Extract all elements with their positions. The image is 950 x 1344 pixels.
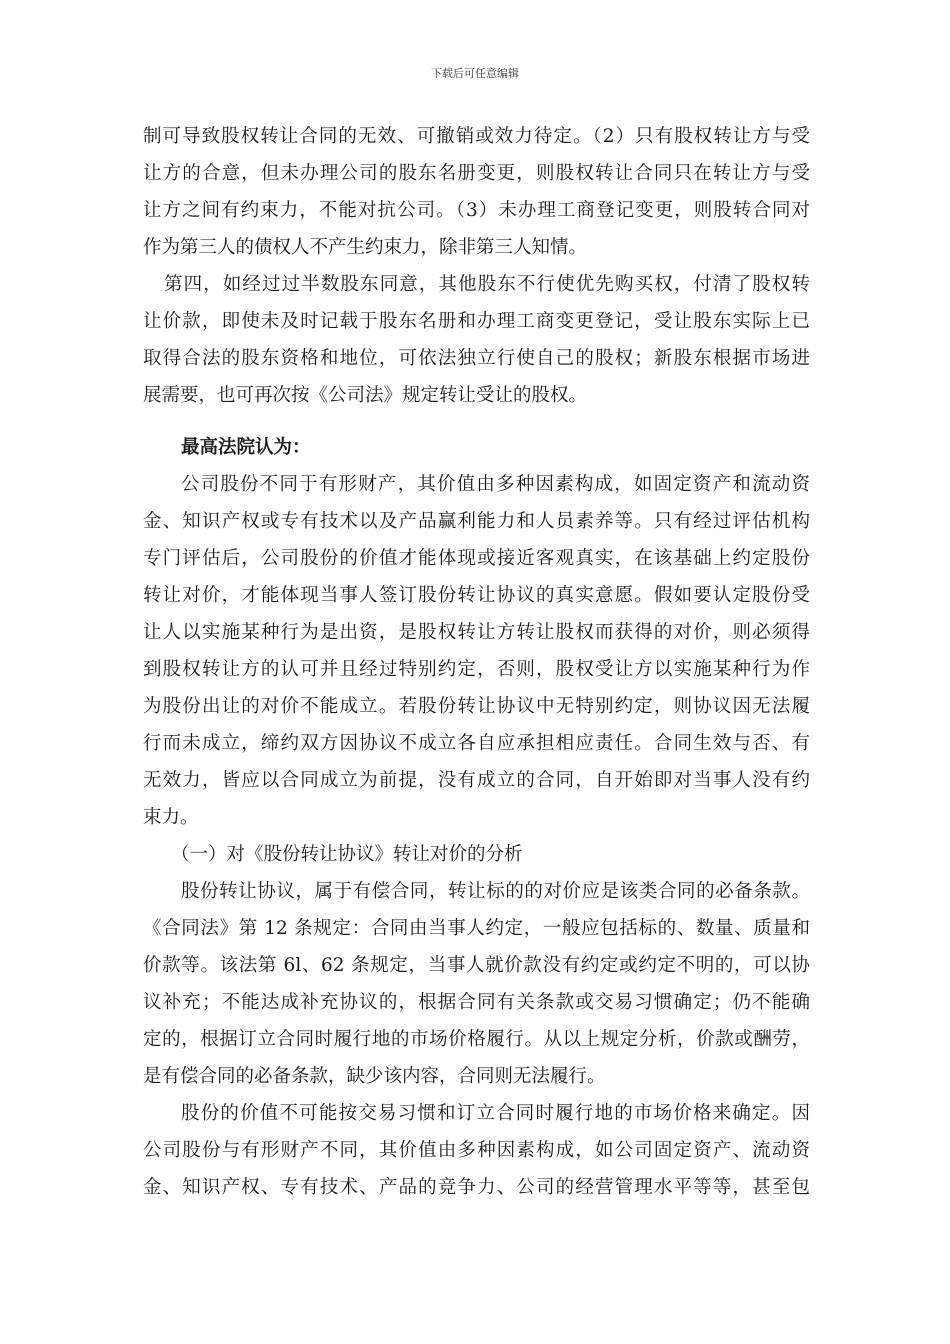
text-line: 为股份出让的对价不能成立。若股份转让协议中无特别约定，则协议因无法履 xyxy=(143,696,810,717)
text-line: 是有偿合同的必备条款，缺少该内容，合同则无法履行。 xyxy=(143,1066,606,1087)
text-line: 《合同法》第 12 条规定：合同由当事人约定，一般应包括标的、数量、质量和 xyxy=(143,918,810,939)
text-line: 无效力，皆应以合同成立为前提，没有成立的合同，自开始即对当事人没有约 xyxy=(143,770,810,791)
text-line: 公司股份与有形财产不同，其价值由多种因素构成，如公司固定资产、流动资 xyxy=(143,1140,810,1161)
text-line: 价款等。该法第 6l、62 条规定，当事人就价款没有约定或约定不明的，可以协 xyxy=(143,955,810,976)
text-line: 束力。 xyxy=(143,807,199,828)
text-line: 展需要，也可再次按《公司法》规定转让受让的股权。 xyxy=(143,385,588,406)
text-line: 作为第三人的债权人不产生约束力，除非第三人知情。 xyxy=(143,237,588,258)
text-line: 金、知识产权或专有技术以及产品赢利能力和人员素养等。只有经过评估机构 xyxy=(143,511,810,532)
text-line: 让价款，即使未及时记载于股东名册和办理工商变更登记，受让股东实际上已 xyxy=(143,311,810,332)
paragraph-start: 股份的价值不可能按交易习惯和订立合同时履行地的市场价格来确定。因 xyxy=(181,1103,810,1124)
section-heading: 最高法院认为： xyxy=(181,437,311,458)
text-line: 让方的合意，但未办理公司的股东名册变更，则股权转让合同只在转让方与受 xyxy=(143,163,810,184)
subsection-heading: （一）对《股份转让协议》转让对价的分析 xyxy=(171,844,523,865)
text-line: 金、知识产权、专有技术、产品的竞争力、公司的经营管理水平等等，甚至包 xyxy=(143,1177,810,1198)
page-header: 下载后可任意编辑 xyxy=(431,67,519,80)
text-line: 专门评估后，公司股份的价值才能体现或接近客观真实，在该基础上约定股份 xyxy=(143,548,810,569)
paragraph-start: 公司股份不同于有形财产，其价值由多种因素构成，如固定资产和流动资 xyxy=(181,474,810,495)
text-line: 转让对价，才能体现当事人签订股份转让协议的真实意愿。假如要认定股份受 xyxy=(143,585,810,606)
text-line: 让人以实施某种行为是出资，是股权转让方转让股权而获得的对价，则必须得 xyxy=(143,622,810,643)
document-body xyxy=(143,118,810,1206)
paragraph-start: 第四，如经过过半数股东同意，其他股东不行使优先购买权，付清了股权转 xyxy=(164,274,810,295)
text-line: 让方之间有约束力，不能对抗公司。（3）未办理工商登记变更，则股转合同对 xyxy=(143,200,810,221)
text-line: 到股权转让方的认可并且经过特别约定，否则，股权受让方以实施某种行为作 xyxy=(143,659,810,680)
text-line: 取得合法的股东资格和地位，可依法独立行使自己的股权；新股东根据市场进 xyxy=(143,348,810,369)
text-line: 行而未成立，缔约双方因协议不成立各自应承担相应责任。合同生效与否、有 xyxy=(143,733,810,754)
text-line: 制可导致股权转让合同的无效、可撤销或效力待定。（2）只有股权转让方与受 xyxy=(143,126,810,147)
text-line: 议补充；不能达成补充协议的，根据合同有关条款或交易习惯确定；仍不能确 xyxy=(143,992,810,1013)
paragraph-start: 股份转让协议，属于有偿合同，转让标的的对价应是该类合同的必备条款。 xyxy=(181,881,810,902)
text-line: 定的，根据订立合同时履行地的市场价格履行。从以上规定分析，价款或酬劳， xyxy=(143,1029,810,1050)
